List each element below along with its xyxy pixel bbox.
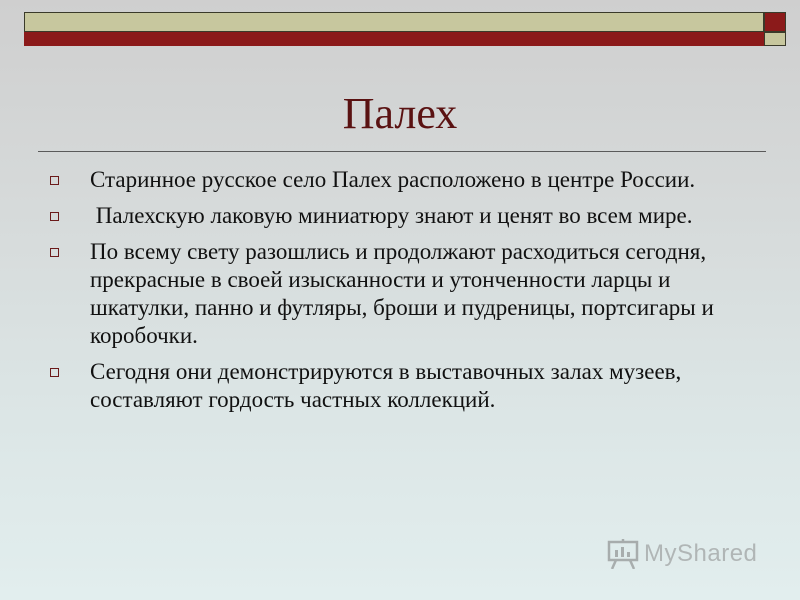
- watermark: [606, 538, 757, 570]
- header-corner-red-block: [764, 12, 786, 32]
- header-corner-olive-block: [764, 32, 786, 46]
- bullet-text: Палехскую лаковую миниатюру знают и ценят во всем мире.: [90, 203, 693, 228]
- hollow-square-bullet-icon: [50, 176, 59, 185]
- bullet-item: [48, 166, 738, 194]
- title-divider: [38, 151, 766, 152]
- hollow-square-bullet-icon: [50, 368, 59, 377]
- bullet-item: [48, 358, 738, 414]
- bullet-list: [48, 166, 738, 422]
- bullet-text: Старинное русское село Палех расположено в центре России.: [90, 167, 696, 192]
- watermark-text: MyShared: [644, 540, 758, 567]
- hollow-square-bullet-icon: [50, 248, 59, 257]
- slide-title: Палех: [342, 89, 458, 138]
- bullet-text: По всему свету разошлись и продолжают расходиться сегодня, прекрасные в своей изысканности и утонченности ларцы и шкатулки, панно и футляры, броши и пудреницы, портсигары и коробочки.: [90, 239, 714, 348]
- presentation-board-icon: [606, 539, 640, 569]
- bullet-text: Сегодня они демонстрируются в выставочных залах музеев, составляют гордость частных коллекций.: [90, 359, 682, 412]
- header-bar-olive: [24, 12, 764, 32]
- header-bar-red: [24, 32, 764, 46]
- bullet-item: [48, 238, 738, 350]
- hollow-square-bullet-icon: [50, 212, 59, 221]
- bullet-item: [48, 202, 738, 230]
